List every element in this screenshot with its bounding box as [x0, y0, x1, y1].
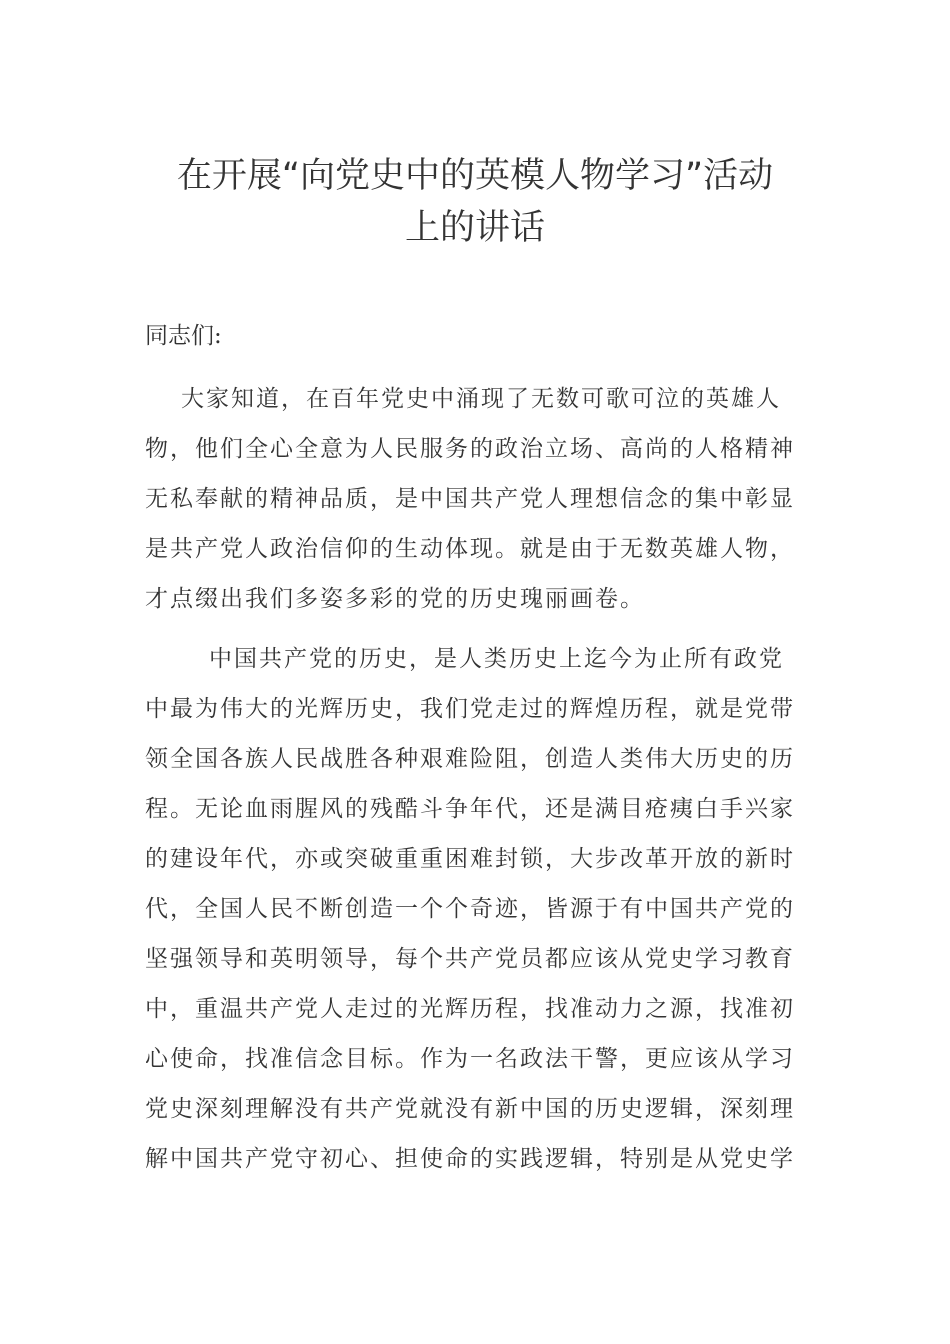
- title-line: 在开展“向党史中的英模人物学习”活动: [176, 156, 774, 196]
- paragraph: [145, 374, 810, 624]
- paragraph-line: 中最为伟大的光辉历史，我们党走过的辉煌历程，就是党带: [145, 696, 795, 722]
- paragraph-line: 解中国共产党守初心、担使命的实践逻辑，特别是从党史学: [145, 1146, 795, 1172]
- paragraph-line: 党史深刻理解没有共产党就没有新中国的历史逻辑，深刻理: [145, 1096, 795, 1122]
- paragraph-line: 物，他们全心全意为人民服务的政治立场、高尚的人格精神: [145, 436, 795, 462]
- paragraph-line: 心使命，找准信念目标。作为一名政法干警，更应该从学习: [145, 1046, 795, 1072]
- title-line: 上的讲话: [404, 208, 545, 248]
- document-title: [140, 150, 810, 254]
- paragraph-line: 坚强领导和英明领导，每个共产党员都应该从党史学习教育: [145, 946, 795, 972]
- paragraph-line: 是共产党人政治信仰的生动体现。就是由于无数英雄人物，: [145, 536, 795, 562]
- paragraph-line: 中国共产党的历史，是人类历史上迄今为止所有政党: [209, 646, 784, 672]
- paragraph: [145, 634, 810, 1184]
- paragraph-line: 代，全国人民不断创造一个个奇迹，皆源于有中国共产党的: [145, 896, 795, 922]
- paragraph-line: 才点缀出我们多姿多彩的党的历史瑰丽画卷。: [145, 586, 645, 612]
- paragraph-line: 大家知道，在百年党史中涌现了无数可歌可泣的英雄人: [181, 386, 781, 412]
- salutation: 同志们:: [145, 323, 222, 349]
- paragraph-line: 的建设年代，亦或突破重重困难封锁，大步改革开放的新时: [145, 846, 795, 872]
- paragraph-line: 中，重温共产党人走过的光辉历程，找准动力之源，找准初: [145, 996, 795, 1022]
- paragraph-line: 领全国各族人民战胜各种艰难险阻，创造人类伟大历史的历: [145, 746, 795, 772]
- paragraph-line: 无私奉献的精神品质，是中国共产党人理想信念的集中彰显: [145, 486, 795, 512]
- document-body: [145, 316, 810, 1184]
- paragraph-line: 程。无论血雨腥风的残酷斗争年代，还是满目疮痍白手兴家: [145, 796, 795, 822]
